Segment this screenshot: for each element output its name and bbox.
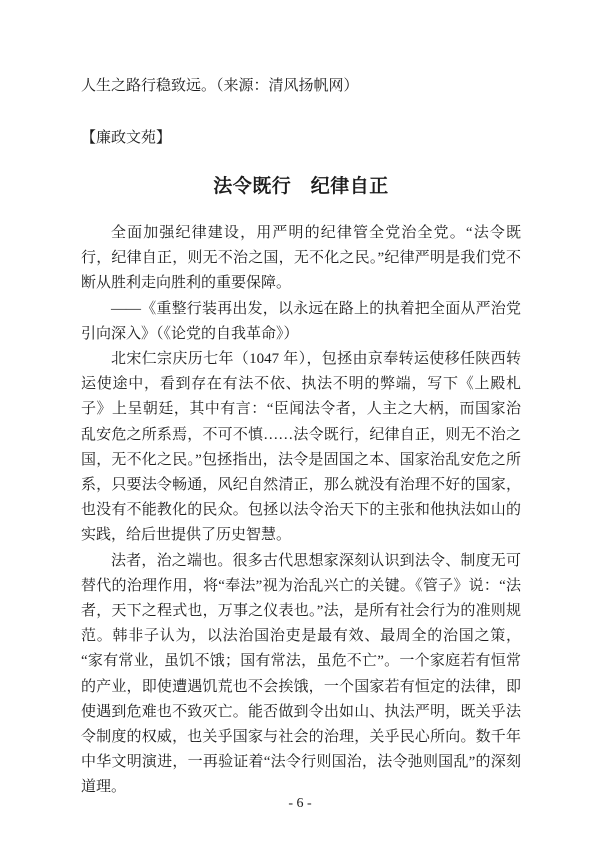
section-header: 【廉政文苑】 bbox=[81, 130, 172, 146]
page-number: - 6 - bbox=[288, 796, 312, 811]
body-paragraph-citation: ——《重整行装再出发，以永远在路上的执着把全面从严治党引向深入》（《论党的自我革命》） bbox=[81, 300, 521, 342]
body-paragraph: 全面加强纪律建设，用严明的纪律管全党治全党。“法令既行，纪律自正，则无不治之国，无不化之民。”纪律严明是我们党不断从胜利走向胜利的重要保障。 bbox=[81, 225, 521, 292]
body-paragraph: 法者，治之端也。很多古代思想家深刻认识到法令、制度无可替代的治理作用，将“奉法”视为治乱兴亡的关键。《管子》说：“法者，天下之程式也，万事之仪表也。”法，是所有社会行为的准则规范。韩非子认为，以法治国治吏是最有效、最周全的治国之策，“家有常业，虽饥不饿；国有常法，虽危不亡”。一个家庭若有恒常的产业，即使遭遇饥荒也不会挨饿，一个国家若有恒定的法律，即使遇到危难也不致灭亡。能否做到令出如山、执法严明，既关乎法令制度的权威，也关乎国家与社会的治理，关乎民心所向。数千年中华文明演进，一再验证着“法令行则国治，法令弛则国乱”的深刻道理。 bbox=[81, 552, 521, 796]
article-body bbox=[81, 221, 521, 801]
article-title: 法令既行 纪律自正 bbox=[213, 176, 389, 197]
leading-paragraph-tail: 人生之路行稳致远。（来源：清风扬帆网） bbox=[81, 78, 359, 94]
page-content bbox=[81, 74, 521, 801]
body-paragraph: 北宋仁宗庆历七年（1047 年），包拯由京奉转运使移任陕西转运使途中，看到存在有法不依、执法不明的弊端，写下《上殿札子》上呈朝廷，其中有言：“臣闻法令者，人主之大柄，而国家治乱安危之所系焉，不可不慎……法令既行，纪律自正，则无不治之国，无不化之民。”包拯指出，法令是固国之本、国家治乱安危之所系，只要法令畅通，风纪自然清正，那么就没有治理不好的国家，也没有不能教化的民众。包拯以法令治天下的主张和他执法如山的实践，给后世提供了历史智慧。 bbox=[81, 351, 521, 544]
